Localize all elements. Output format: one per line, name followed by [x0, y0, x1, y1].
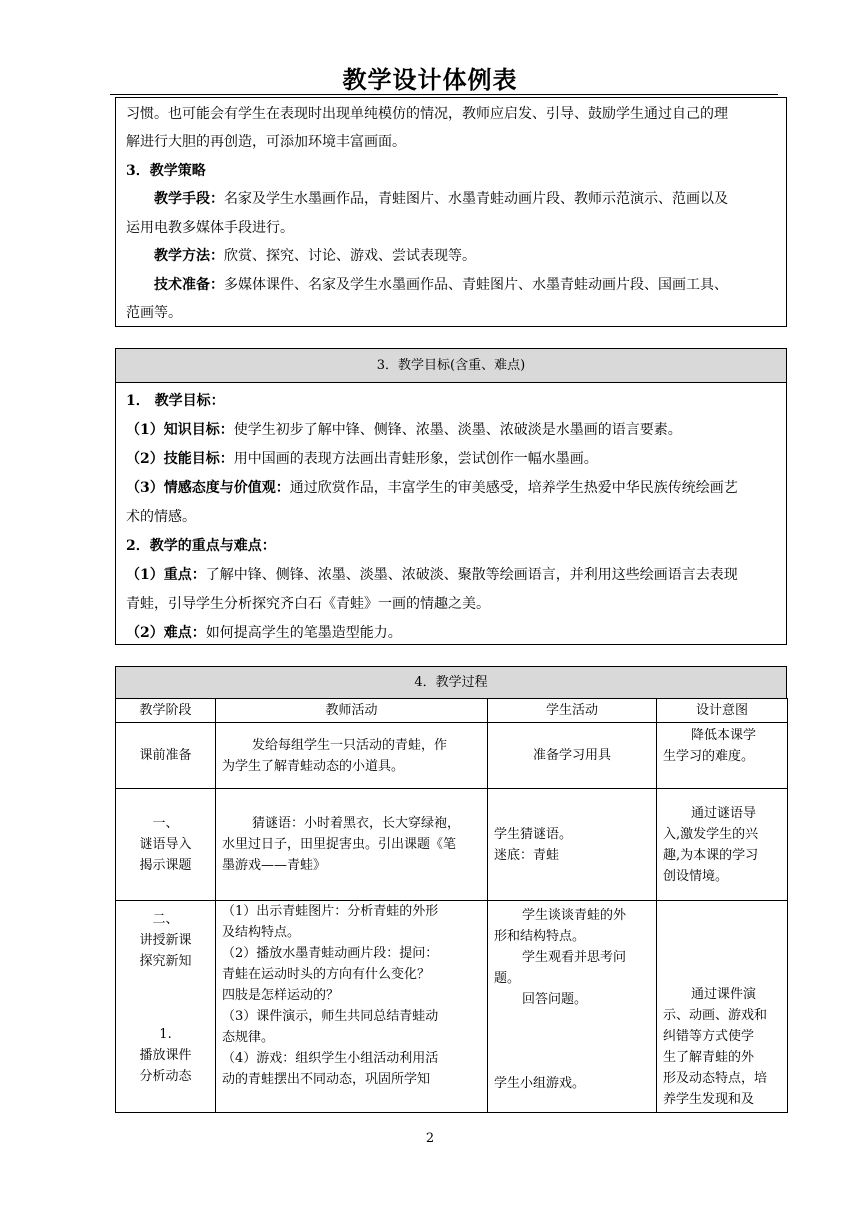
cell-line: 四肢是怎样运动的？	[222, 988, 340, 1003]
diff-label: （2）难点：	[126, 625, 206, 641]
cell-line: 水里过日子，田里捉害虫。引出课题《笔	[222, 837, 457, 852]
cell-line: 动的青蛙摆出不同动态，巩固所学知	[222, 1072, 431, 1087]
key-label: （1）重点：	[126, 567, 206, 583]
intent-cell	[657, 723, 788, 789]
cell-line: 谜语导入	[139, 837, 192, 852]
key-text: 了解中锋、侧锋、浓墨、淡墨、浓破淡、聚散等绘画语言，并利用这些绘画语言去表现	[205, 567, 738, 583]
page-number: 2	[425, 1131, 435, 1146]
knowledge-goal	[126, 420, 778, 440]
cell-line: 1.	[159, 1027, 172, 1042]
cell-line: 猜谜语：小时着黑衣，长大穿绿袍，	[252, 816, 461, 831]
skill-goal	[126, 449, 778, 469]
teacher-cell	[216, 901, 488, 1113]
cell-line: 墨游戏——青蛙》	[222, 858, 327, 873]
table-header-row	[116, 699, 788, 723]
tech-prep	[126, 275, 778, 295]
cell-line: 为学生了解青蛙动态的小道具。	[222, 758, 405, 774]
strategy-heading: 3．教学策略	[126, 163, 206, 179]
process-header: 4．教学过程	[414, 675, 488, 690]
cell-line: 创设情境。	[663, 868, 729, 884]
means-continued: 运用电教多媒体手段进行。	[126, 220, 294, 236]
cell-line: 题。	[494, 971, 521, 986]
cell-line: 示、动画、游戏和	[663, 1008, 768, 1023]
cell-line: 青蛙在运动时头的方向有什么变化？	[222, 967, 431, 982]
process-header-box	[115, 666, 787, 699]
cell-line: 纠错等方式使学	[663, 1029, 755, 1044]
title-underline	[110, 94, 778, 95]
stage-cell	[116, 901, 216, 1113]
emotion-continued: 术的情感。	[126, 509, 196, 525]
student-cell	[488, 789, 657, 901]
cell-line: 学生猜谜语。	[494, 826, 573, 842]
table-row	[116, 723, 788, 789]
strategy-line-2: 解进行大胆的再创造，可添加环境丰富画面。	[126, 134, 406, 150]
cell-line: 态规律。	[222, 1030, 275, 1045]
cell-line: 学生谈谈青蛙的外	[522, 908, 627, 923]
cell-line: 分析动态	[139, 1069, 192, 1084]
strategy-line-1: 习惯。也可能会有学生在表现时出现单纯模仿的情况，教师应启发、引导、鼓励学生通过自己的理	[126, 106, 728, 122]
teaching-means	[126, 189, 778, 209]
cell-line: 降低本课学	[691, 728, 757, 743]
key-heading: 2．教学的重点与难点：	[126, 538, 276, 554]
key-continued: 青蛙，引导学生分析探究齐白石《青蛙》一画的情趣之美。	[126, 596, 490, 612]
student-cell: 准备学习用具	[488, 723, 657, 789]
tech-continued: 范画等。	[126, 305, 182, 321]
stage-cell: 课前准备	[116, 723, 216, 789]
table-row	[116, 901, 788, 1113]
intent-cell	[657, 901, 788, 1113]
intent-cell	[657, 789, 788, 901]
goals-box	[115, 348, 787, 645]
cell-line: 生学习的难度。	[663, 749, 755, 764]
skill-label: （2）技能目标：	[126, 451, 234, 467]
cell-line: 播放课件	[139, 1048, 192, 1063]
emotion-text: 通过欣赏作品，丰富学生的审美感受，培养学生热爱中华民族传统绘画艺	[289, 480, 738, 496]
table-row	[116, 789, 788, 901]
cell-line: （2）播放水墨青蛙动画片段：提问：	[222, 946, 439, 961]
cell-line: 讲授新课	[139, 933, 192, 948]
teacher-cell	[216, 723, 488, 789]
cell-line: 通过谜语导	[691, 805, 757, 821]
cell-line: 趣,为本课的学习	[663, 847, 759, 863]
column-header: 设计意图	[657, 699, 788, 723]
column-header: 教学阶段	[116, 699, 216, 723]
process-table	[115, 698, 788, 1113]
cell-line: 探究新知	[139, 954, 192, 969]
cell-line: 学生观看并思考问	[522, 950, 627, 965]
cell-line: （1）出示青蛙图片：分析青蛙的外形	[222, 904, 439, 919]
cell-line: 回答问题。	[522, 992, 588, 1007]
emotion-label: （3）情感态度与价值观：	[126, 480, 290, 496]
cell-line: 通过课件演	[691, 987, 757, 1002]
cell-line: 形和结构特点。	[494, 929, 586, 944]
goals-heading: 1． 教学目标：	[126, 393, 225, 409]
knowledge-text: 使学生初步了解中锋、侧锋、浓墨、淡墨、浓破淡是水墨画的语言要素。	[233, 422, 682, 438]
cell-line: 形及动态特点，培	[663, 1071, 768, 1086]
cell-line: （3）课件演示，师生共同总结青蛙动	[222, 1009, 439, 1024]
tech-label: 技术准备：	[154, 277, 224, 293]
tech-text: 多媒体课件、名家及学生水墨画作品、青蛙图片、水墨青蛙动画片段、国画工具、	[224, 277, 728, 293]
cell-line: 发给每组学生一只活动的青蛙，作	[252, 737, 448, 753]
cell-line: 揭示课题	[139, 858, 192, 873]
diff-text: 如何提高学生的笔墨造型能力。	[205, 625, 402, 641]
student-cell	[488, 901, 657, 1113]
goals-header: 3．教学目标(含重、难点)	[116, 349, 786, 383]
methods-label: 教学方法：	[154, 248, 224, 264]
means-text: 名家及学生水墨画作品，青蛙图片、水墨青蛙动画片段、教师示范演示、范画以及	[224, 191, 728, 207]
skill-text: 用中国画的表现方法画出青蛙形象，尝试创作一幅水墨画。	[233, 451, 598, 467]
teaching-methods	[126, 246, 778, 266]
means-label: 教学手段：	[154, 191, 224, 207]
emotion-goal	[126, 478, 778, 498]
cell-line: （4）游戏：组织学生小组活动利用活	[222, 1051, 439, 1066]
teacher-cell	[216, 789, 488, 901]
key-point	[126, 565, 778, 585]
knowledge-label: （1）知识目标：	[126, 422, 234, 438]
difficulty-point	[126, 623, 778, 643]
column-header: 教师活动	[216, 699, 488, 723]
stage-cell	[116, 789, 216, 901]
cell-line: 学生小组游戏。	[494, 1076, 586, 1091]
page-title: 教学设计体例表	[342, 66, 518, 94]
cell-line: 入,激发学生的兴	[663, 826, 759, 842]
strategy-box	[115, 97, 787, 327]
cell-line: 及结构特点。	[222, 925, 301, 940]
methods-text: 欣赏、探究、讨论、游戏、尝试表现等。	[224, 248, 476, 264]
cell-line: 二、	[152, 912, 179, 927]
cell-line: 迷底：青蛙	[494, 847, 560, 863]
cell-line: 生了解青蛙的外	[663, 1050, 755, 1065]
cell-line: 养学生发现和及	[663, 1092, 755, 1107]
column-header: 学生活动	[488, 699, 657, 723]
cell-line: 一、	[152, 816, 179, 831]
